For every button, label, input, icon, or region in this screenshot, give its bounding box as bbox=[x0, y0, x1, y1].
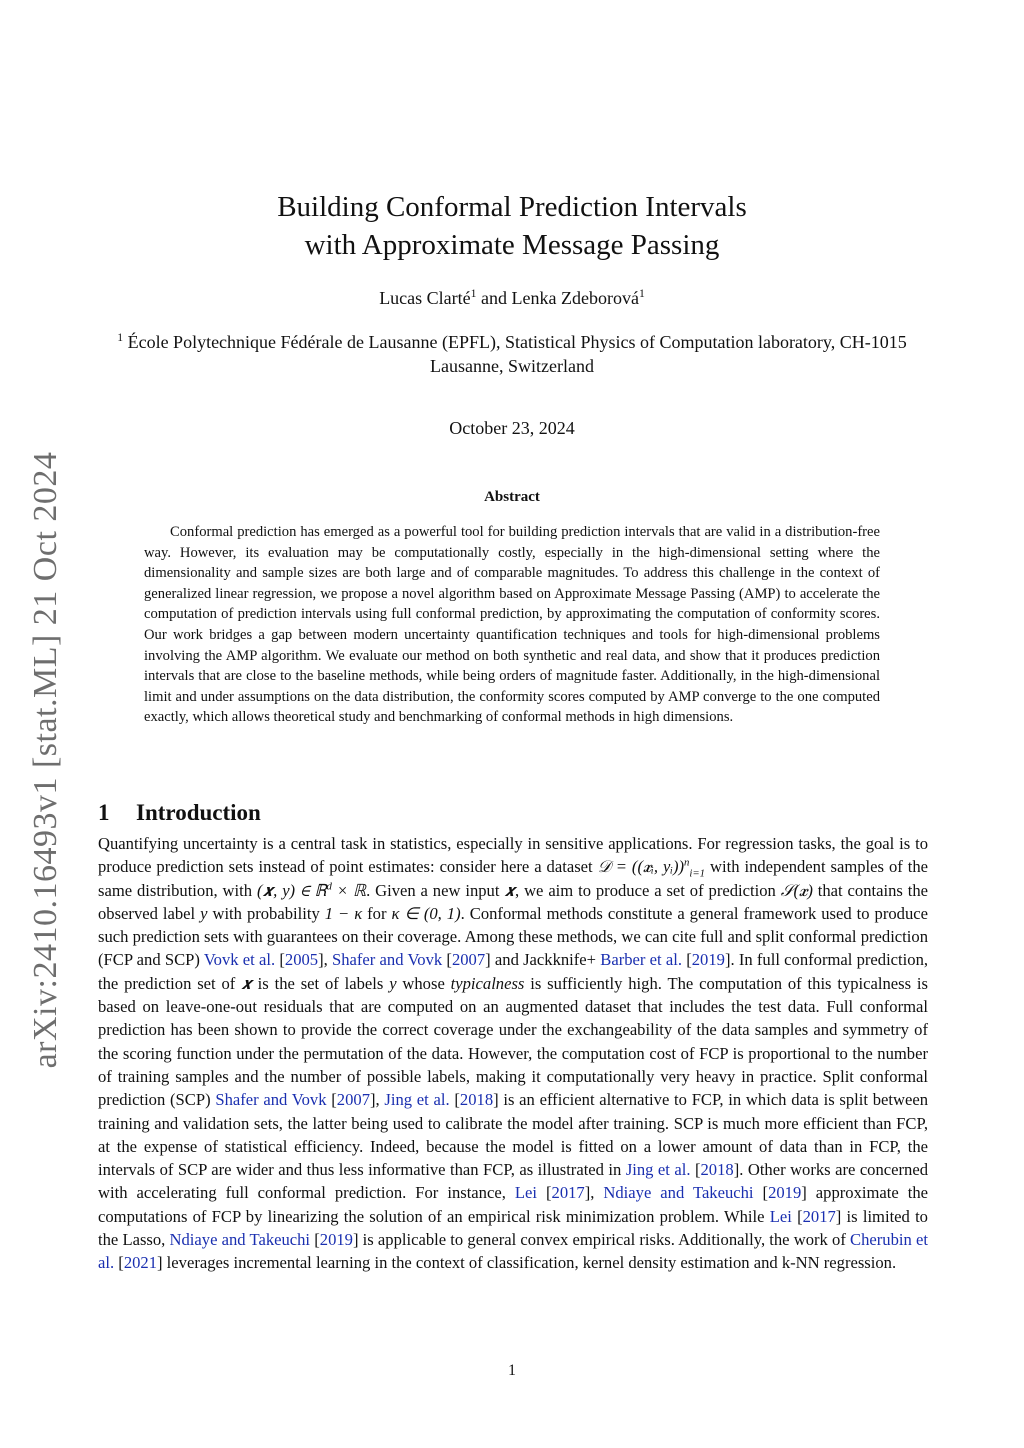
math-sup: d bbox=[326, 880, 332, 893]
author-1-affil-mark: 1 bbox=[470, 287, 477, 300]
citation-year-link[interactable]: 2007 bbox=[451, 950, 486, 970]
math-pair bbox=[257, 881, 366, 900]
citation-year-link[interactable]: 2017 bbox=[802, 1206, 836, 1226]
text-run: , we aim to produce a set of prediction bbox=[515, 880, 781, 900]
math-sup: n bbox=[684, 856, 690, 869]
citation-year-link[interactable]: 2018 bbox=[700, 1160, 734, 1180]
citation-year-link[interactable]: 2018 bbox=[459, 1090, 494, 1110]
math-run: (𝒙, y) ∈ ℝ bbox=[256, 880, 327, 900]
text-run: is an efficient alternative to FCP, in which data is split between training and validation sets, the latter being used to calibrate the model after training. SCP is much more efficient than FCP, at the expense of statistical efficiency. Indeed, because the model is fitted on a lower amount of data than in FCP, the intervals of SCP are wider and thus less informative than FCP, as illustrated in bbox=[98, 1090, 929, 1180]
math-y: y bbox=[200, 903, 208, 923]
text-run: . In full conformal prediction, the prediction set of bbox=[98, 950, 929, 993]
text-run: with independent samples of the same distribution, with bbox=[98, 857, 928, 900]
text-run: approximate the computations of FCP by linearizing the solution of an empirical risk minimization problem. While bbox=[98, 1183, 929, 1226]
math-x: 𝒙 bbox=[241, 973, 252, 993]
math-kappa: κ ∈ (0, 1) bbox=[391, 903, 461, 923]
text-run: is the set of labels bbox=[251, 973, 390, 993]
citation-year-link[interactable]: 2021 bbox=[123, 1253, 157, 1273]
citation-link[interactable]: Lei bbox=[514, 1183, 537, 1203]
paper-title bbox=[0, 188, 1024, 264]
citation-year-link[interactable]: 2005 bbox=[284, 950, 319, 970]
citation-link[interactable]: Ndiaye and Takeuchi bbox=[169, 1230, 311, 1250]
citation-year-link[interactable]: 2019 bbox=[768, 1183, 802, 1203]
citation-link[interactable]: Ndiaye and Takeuchi bbox=[603, 1183, 754, 1203]
author-separator: and bbox=[476, 288, 512, 308]
citation-link[interactable]: Vovk et al. bbox=[203, 950, 276, 970]
math-y: y bbox=[389, 973, 397, 993]
citation-link[interactable]: Jing et al. bbox=[625, 1160, 691, 1180]
citation-year-link[interactable]: 2017 bbox=[551, 1183, 585, 1203]
text-run: and Jackknife+ bbox=[490, 950, 601, 970]
section-number: 1 bbox=[98, 800, 110, 825]
math-dataset bbox=[597, 856, 706, 880]
citation-link[interactable]: Shafer and Vovk bbox=[332, 950, 443, 970]
math-run: × ℝ bbox=[331, 880, 367, 900]
math-sub: i=1 bbox=[689, 867, 706, 880]
title-line-1: Building Conformal Prediction Intervals bbox=[277, 191, 747, 223]
text-run: . Given a new input bbox=[366, 880, 505, 900]
text-run: whose bbox=[396, 973, 451, 993]
citation-year-link[interactable]: 2019 bbox=[319, 1230, 353, 1250]
author-list bbox=[0, 288, 1024, 309]
citation-year-link[interactable]: 2007 bbox=[336, 1090, 370, 1110]
abstract-text: Conformal prediction has emerged as a powerful tool for building prediction intervals that are valid in a distribution-free way. However, its evaluation may be computationally costly, especially in the high-dimensional setting where the dimensionality and sample sizes are both large and of comparable magnitudes. To address this challenge in the context of generalized linear regression, we propose a novel algorithm based on Approximate Message Passing (AMP) to accelerate the computation of prediction intervals using full conformal prediction, by approximating the computation of conformity scores. Our work bridges a gap between modern uncertainty quantification techniques and tools for high-dimensional problems involving the AMP algorithm. We evaluate our method on both synthetic and real data, and show that it produces prediction intervals that are close to the baseline methods, while being orders of magnitude faster. Additionally, in the high-dimensional limit and under assumptions on the data distribution, the conformity scores computed by AMP converge to the one computed exactly, which allows theoretical study and benchmarking of conformal methods in high dimensions. bbox=[144, 524, 880, 726]
text-run: is sufficiently high. The computation of this typicalness is based on leave-one-out residuals that are computed on an augmented dataset that includes the test data. Full conformal prediction has been shown to provide the correct coverage under the exchangeability of the data samples and symmetry of the scoring function under the permutation of the data. However, the computation cost of FCP is proportional to the number of training samples and the number of possible labels, making it computationally very heavy in practice. Split conformal prediction (SCP) bbox=[98, 973, 928, 1110]
text-run: for bbox=[362, 903, 392, 923]
math-set: 𝒮(𝒙) bbox=[780, 880, 813, 900]
affiliation-mark: 1 bbox=[117, 331, 124, 344]
text-run: , bbox=[323, 950, 333, 970]
page-number: 1 bbox=[508, 1362, 516, 1379]
title-line-2: with Approximate Message Passing bbox=[304, 229, 720, 261]
citation-link[interactable]: Jing et al. bbox=[384, 1090, 450, 1110]
text-run: with probability bbox=[207, 903, 325, 923]
arxiv-identifier: arXiv:2410.16493v1 [stat.ML] 21 Oct 2024 bbox=[27, 451, 64, 1069]
section-heading bbox=[98, 800, 261, 826]
abstract-heading: Abstract bbox=[484, 489, 540, 505]
text-run: leverages incremental learning in the context of classification, kernel density estimation and k-NN regression. bbox=[162, 1253, 897, 1273]
math-prob: 1 − κ bbox=[324, 903, 363, 923]
text-run: is applicable to general convex empirical risks. Additionally, the work of bbox=[358, 1230, 851, 1250]
affiliation-text: École Polytechnique Fédérale de Lausanne (EPFL), Statistical Physics of Computation laboratory, CH-1015 Lausanne, Switzerland bbox=[127, 332, 907, 376]
arxiv-sidebar bbox=[16, 450, 76, 1070]
text-run: . Other works are concerned with accelerating full conformal prediction. For instance, bbox=[98, 1160, 928, 1203]
math-x: 𝒙 bbox=[504, 880, 516, 900]
publication-date: October 23, 2024 bbox=[449, 418, 575, 438]
text-run: that contains the observed label bbox=[98, 880, 928, 923]
author-2: Lenka Zdeborová bbox=[511, 288, 639, 308]
section-title: Introduction bbox=[136, 800, 261, 825]
affiliation bbox=[90, 330, 934, 378]
citation-link[interactable]: Lei bbox=[769, 1206, 792, 1226]
math-run: 𝒟 = ((𝒙ᵢ, yᵢ)) bbox=[597, 857, 685, 877]
text-run: Quantifying uncertainty is a central task in statistics, especially in sensitive applications. For regression tasks, the goal is to produce prediction sets instead of point estimates: consider here a dataset bbox=[98, 834, 928, 877]
author-1: Lucas Clarté bbox=[379, 288, 471, 308]
citation-year-link[interactable]: 2019 bbox=[691, 950, 725, 970]
text-run: is limited to the Lasso, bbox=[98, 1206, 928, 1250]
citation-link[interactable]: Shafer and Vovk bbox=[215, 1090, 327, 1110]
citation-link[interactable]: Cherubin et al. bbox=[98, 1230, 928, 1273]
author-2-affil-mark: 1 bbox=[638, 287, 645, 300]
citation-link[interactable]: Barber et al. bbox=[600, 950, 682, 970]
text-run: . Conformal methods constitute a general framework used to produce such prediction sets with guarantees on their coverage. Among these methods, we can cite full and split conformal prediction (FCP and SCP) bbox=[98, 903, 928, 970]
intro-paragraph: Quantifying uncertainty is a central task in statistics, especially in sensitive applications. For regression tasks, the goal is to produce prediction sets instead of point estimates: consider here a dataset 𝒟 = ((𝒙ᵢ, yᵢ))$^n_{i=1}$ with independent samples of the same distribution, with (𝒙, y) ∈ ℝ$^d$ × ℝ. Given a new input 𝒙, we aim to produce a set of prediction 𝒮(𝒙) that contains the observed label y with probability 1 − κ for κ ∈ (0, 1). Conformal methods constitute a general framework used to produce such prediction sets with guarantees on their coverage. Among these methods, we can cite full and split conformal prediction (FCP and SCP) Vovk et al. [2005], Shafer and Vovk [2007] and Jackknife+ Barber et al. [2019]. In full conformal prediction, the prediction set of 𝒙 is the set of labels y whose typicalness is sufficiently high. The computation of this typicalness is based on leave-one-out residuals that are computed on an augmented dataset that includes the test data. Full conformal prediction has been shown to provide the correct coverage under the exchangeability of the data samples and symmetry of the scoring function under the permutation of the data. However, the computation cost of FCP is proportional to the number of training samples and the number of possible labels, making it computationally very heavy in practice. Split conformal prediction (SCP) Shafer and Vovk [2007], Jing et al. [2018] is an efficient alternative to FCP, in which data is split between training and validation sets, the latter being used to calibrate the model after training. SCP is much more efficient than FCP, at the expense of statistical efficiency. Indeed, because the model is fitted on a lower amount of data than in FCP, the intervals of SCP are wider and thus less informative than FCP, as illustrated in Jing et al. [2018]. Other works are concerned with accelerating full conformal prediction. For instance, Lei [2017], Ndiaye and Takeuchi [2019] approximate the computations of FCP by linearizing the solution of an empirical risk minimization problem. While Lei [2017] is limited to the Lasso, Ndiaye and Takeuchi [2019] is applicable to general convex empirical risks. Additionally, the work of Cherubin et al. [2021] leverages incremental learning in the context of classification, kernel density estimation and k-NN regression. bbox=[98, 834, 929, 1273]
emphasis-typicalness: typicalness bbox=[450, 973, 525, 993]
